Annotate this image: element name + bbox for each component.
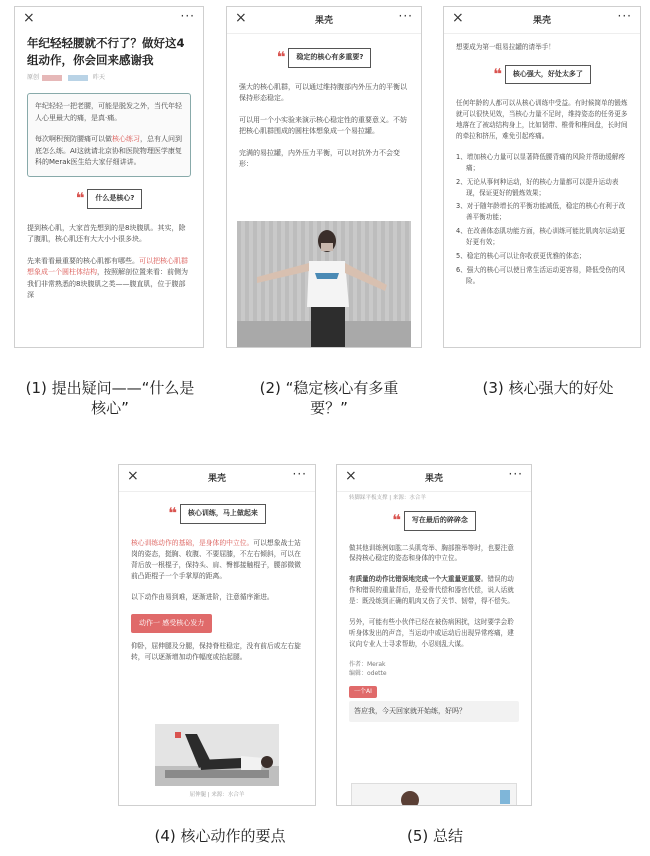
caption-5: (5) 总结	[406, 827, 464, 845]
bottom-card-image	[351, 783, 517, 806]
close-icon[interactable]: ×	[235, 10, 247, 26]
caption-1: (1) 提出疑问——“什么是核心”	[25, 379, 195, 418]
paragraph: 核心训练动作的基础，是身体的中立位。可以想象战士站岗的姿态，挺胸、收腹、不要屈膝，不左右倾斜，可以在背后放一根棍子，保持头、肩、臀都接触棍子，腰部微微前凸距棍子一个手掌厚的距离。	[131, 538, 301, 581]
quote-icon: ❝	[75, 189, 85, 208]
more-icon[interactable]: ···	[617, 9, 632, 23]
screenshot-2	[226, 6, 422, 348]
intro-box	[27, 93, 191, 177]
lying-exercise-illustration	[155, 724, 279, 786]
paragraph: 有质量的动作比错误地完成一个大重量更重要。错误的动作和错误的重量背后，是爱骨代偿和器官代偿，说人话就是：既没练到正确的肌肉又伤了关节、韧带，得不偿失。	[349, 575, 514, 606]
section-title: ❝ 写在最后的碎碎念	[349, 511, 519, 531]
article-meta: 原创 昨天	[27, 74, 105, 82]
portrait-thumbnail	[352, 784, 518, 806]
close-icon[interactable]: ×	[345, 468, 357, 484]
list-item: 5、稳定的核心可以让你收获更优雅的体态；	[456, 251, 586, 260]
quote-icon: ❝	[493, 65, 502, 84]
paragraph: 完满的易拉罐，内外压力平衡，可以对抗外力不会变形：	[239, 148, 400, 169]
more-icon[interactable]: ···	[180, 9, 195, 23]
header-title: 果壳	[314, 16, 333, 26]
paragraph: 可以用一个小实验来演示核心稳定性的重要意义。不妨把核心肌群围成的圆柱体想象成一个易拉罐。	[239, 115, 407, 136]
caption-4: (4) 核心动作的要点	[154, 827, 286, 845]
paragraph: 想要成为第一组易拉罐的请举手！	[456, 43, 555, 51]
quote-icon: ❝	[276, 48, 286, 67]
screenshot-4	[118, 464, 316, 806]
screenshot-1	[14, 6, 204, 348]
exercise-one-button[interactable]: 动作一 感受核心发力	[131, 614, 212, 634]
comment-box: 答应我，今天回家就开始练，好吗？	[349, 701, 519, 723]
list-item: 2、无论从事何种运动，好的核心力量都可以提升运动表现，保证更好的锻炼效果；	[456, 177, 619, 197]
paragraph: 先来看看最重要的核心肌都有哪些。可以把核心肌群想象成一个圆柱体结构，按照解剖位置来看：前侧为我们非常熟悉的8块腹肌之类——腹直肌，位于腹部深	[27, 256, 188, 300]
list-item: 3、对于随年龄增长的平衡功能减低，稳定的核心有利于改善平衡功能；	[456, 202, 626, 222]
exercise-photo	[155, 724, 279, 786]
screenshot-5	[336, 464, 532, 806]
top-caption: 转脚踩平板支撑 | 来源：水合羊	[349, 495, 426, 501]
photo-caption: 屈伸腿 | 来源：水合羊	[189, 792, 245, 798]
quote-icon: ❝	[168, 504, 177, 523]
paragraph: 另外，可能有些小伙伴已经在被伤病困扰，这时要学会聆听身体发出的声音，当运动中或运动后出现异常疼痛，建议向专业人士寻求帮助，小忍则乱大谋。	[349, 617, 514, 648]
section-title: ❝ 什么是核心?	[27, 189, 191, 209]
top-bar	[227, 7, 421, 34]
quote-icon: ❝	[392, 511, 401, 530]
paragraph: 提到核心肌，大家首先想到的是8块腹肌。其实，除了腹肌，核心肌还有大大小小很多块。	[27, 223, 186, 244]
close-icon[interactable]: ×	[452, 10, 464, 26]
header-title: 果壳	[424, 474, 443, 484]
header-title: 果壳	[532, 16, 551, 26]
article-title: 年纪轻轻腰就不行了？做好这4组动作，你会回来感谢我	[27, 36, 185, 67]
close-icon[interactable]: ×	[127, 468, 139, 484]
screenshot-3	[443, 6, 641, 348]
list-item: 1、增加核心力量可以显著降低腰背痛的风险并帮助缓解疼痛；	[456, 152, 626, 172]
more-icon[interactable]: ···	[508, 467, 523, 481]
person-photo	[237, 221, 411, 348]
top-bar	[119, 465, 315, 492]
top-bar	[15, 7, 203, 33]
author-info: 作者：Merak 编辑：odette	[349, 660, 387, 677]
list-item: 6、强大的核心可以使日常生活运动更容易，降低受伤的风险。	[456, 265, 626, 285]
more-icon[interactable]: ···	[292, 467, 307, 481]
paragraph: 任何年龄的人都可以从核心训练中受益。有时候简单的锻炼就可以很快见效，当核心力量不足时，维持姿态的任务更多地落在了被动结构身上，比如韧带、椎骨和椎间盘，长时间的牵拉和挤压，难免引起疼痛。	[456, 99, 628, 141]
section-title: ❝ 核心强大，好处太多了	[456, 65, 628, 85]
intro-paragraph-1: 年纪轻轻一把老腰，可能是脱发之外，当代年轻人心里最大的痛，是真·痛。	[35, 102, 182, 122]
intro-paragraph-2: 每次啊积预防腰痛可以做核心练习，总有人问到底怎么练。AI这就请北京协和医院物理医学康复科的Merak医生给大家仔细讲讲。	[35, 135, 182, 167]
close-icon[interactable]: ×	[23, 10, 35, 26]
paragraph: 做其他训练例如肱二头肌弯举、胸部推举等时，也要注意保持核心稳定的姿态和身体的中立位。	[349, 543, 514, 563]
top-bar	[337, 465, 531, 492]
caption-3: (3) 核心强大的好处	[482, 379, 614, 397]
person-arms-out-illustration	[237, 221, 411, 348]
ai-tag: 一个AI	[349, 686, 377, 698]
section-title: ❝ 核心训练，马上做起来	[131, 504, 303, 524]
top-bar	[444, 7, 640, 34]
list-item: 4、在改善体态肌功能方面，核心训练可能比肌肉尔运动更好更有效；	[456, 227, 626, 247]
caption-2: (2) “稳定核心有多重要？”	[259, 379, 399, 418]
section-title: ❝ 稳定的核心有多重要?	[239, 48, 409, 68]
paragraph: 强大的核心肌群，可以通过维持腹部内外压力的平衡以保持形态稳定。	[239, 82, 407, 103]
paragraph: 仰卧，屈伸腿及分腿，保持脊柱稳定，没有前后或左右旋转，可以逐渐增加动作幅度或抬起腿。	[131, 642, 301, 662]
header-title: 果壳	[207, 474, 226, 484]
more-icon[interactable]: ···	[398, 9, 413, 23]
benefits-list	[456, 152, 628, 287]
paragraph: 以下动作由易到难，逐渐进阶，注意循序渐进。	[131, 593, 274, 602]
